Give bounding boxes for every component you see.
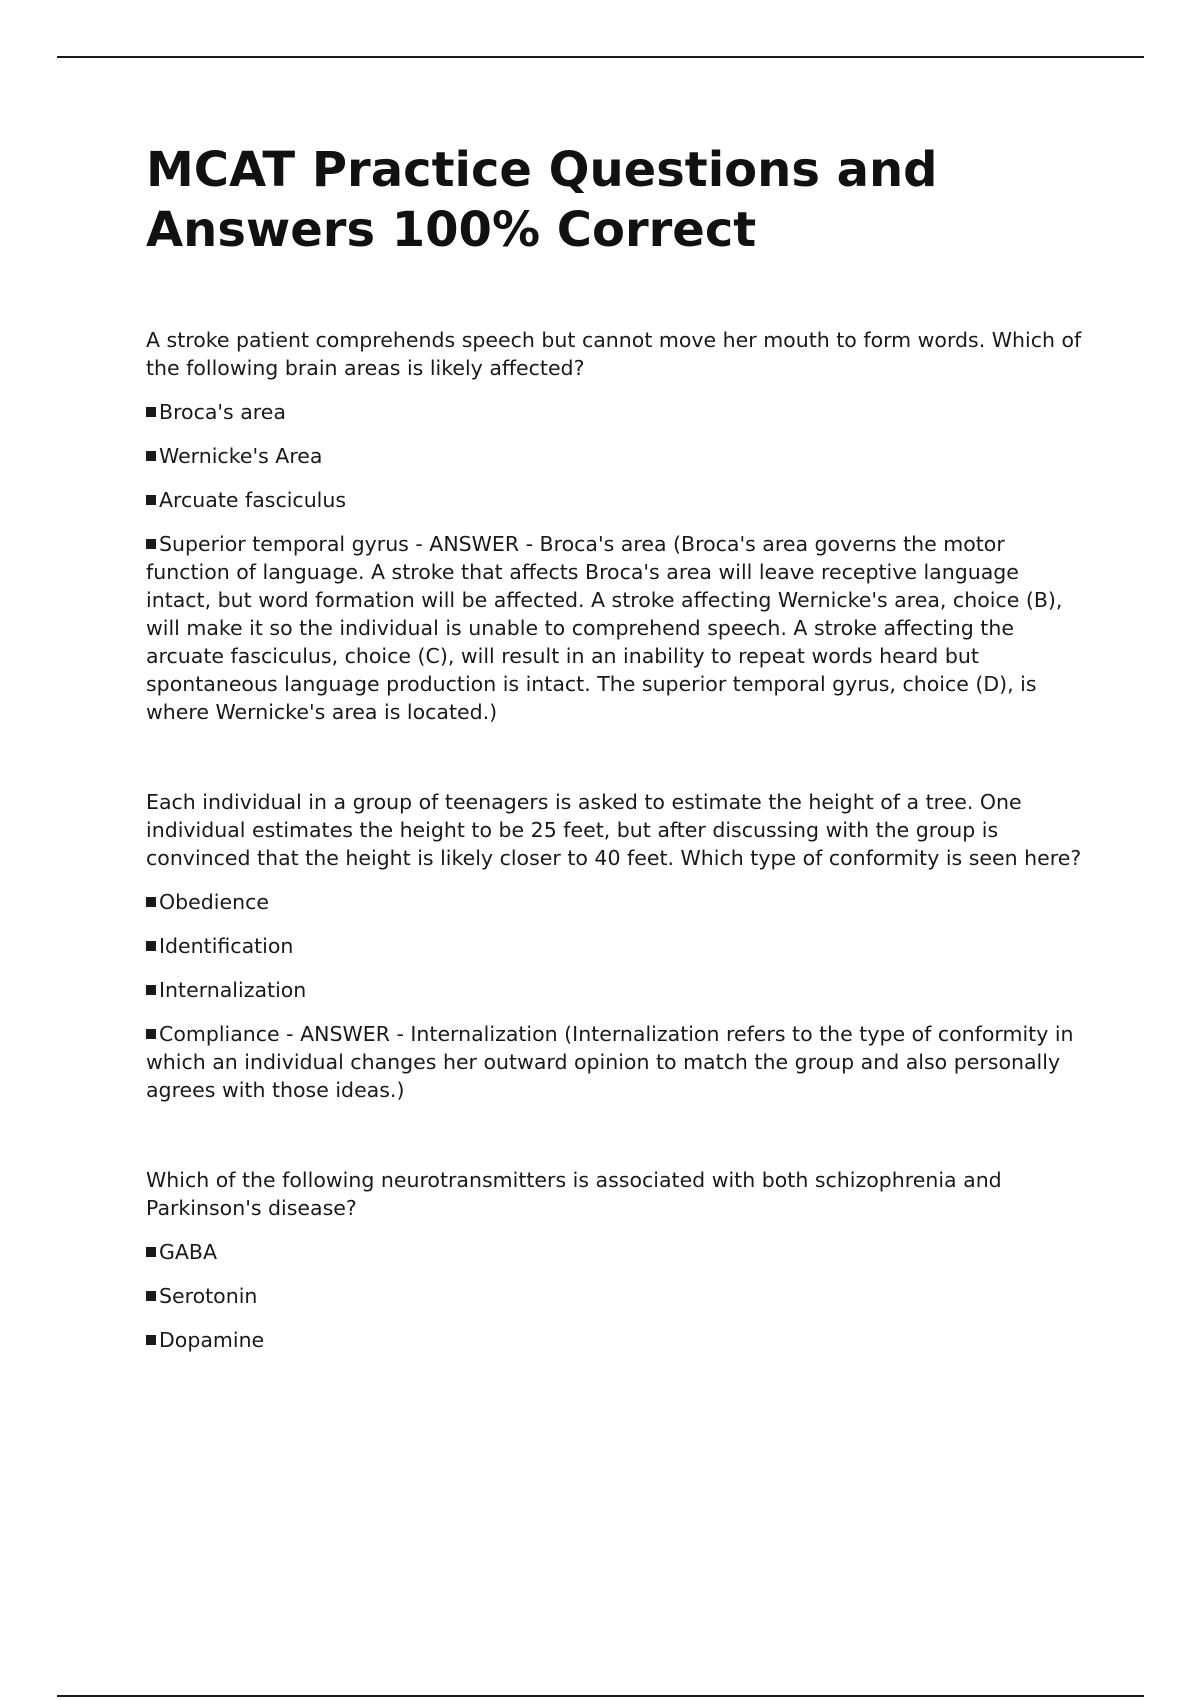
square-bullet-icon (146, 985, 156, 995)
option-text: GABA (159, 1240, 217, 1264)
option-item (146, 1282, 1086, 1310)
option-text: Serotonin (159, 1284, 258, 1308)
option-text: Arcuate fasciculus (159, 488, 347, 512)
bottom-rule (57, 1695, 1144, 1697)
square-bullet-icon (146, 941, 156, 951)
option-item (146, 932, 1086, 960)
option-text: Broca's area (159, 400, 286, 424)
option-item (146, 442, 1086, 470)
question-3 (146, 1166, 1086, 1354)
option-item (146, 398, 1086, 426)
option-text: Obedience (159, 890, 269, 914)
question-1 (146, 326, 1086, 726)
option-item (146, 888, 1086, 916)
document-body (146, 140, 1086, 1416)
question-prompt: A stroke patient comprehends speech but cannot move her mouth to form words. Which of the following brain areas is likely affected? (146, 328, 1082, 380)
option-text: Identification (159, 934, 294, 958)
answer-item (146, 1020, 1086, 1104)
option-item (146, 976, 1086, 1004)
answer-text: Compliance - ANSWER - Internalization (Internalization refers to the type of conformity in which an individual changes her outward opinion to match the group and also personally agrees with those ideas.) (146, 1022, 1074, 1102)
square-bullet-icon (146, 1335, 156, 1345)
option-item (146, 486, 1086, 514)
option-text: Wernicke's Area (159, 444, 323, 468)
square-bullet-icon (146, 451, 156, 461)
option-text: Internalization (159, 978, 307, 1002)
option-item (146, 1326, 1086, 1354)
square-bullet-icon (146, 1291, 156, 1301)
square-bullet-icon (146, 1029, 156, 1039)
top-rule (57, 56, 1144, 58)
question-prompt: Each individual in a group of teenagers is asked to estimate the height of a tree. One individual estimates the height to be 25 feet, but after discussing with the group is convinced that the height is likely closer to 40 feet. Which type of conformity is seen here? (146, 790, 1082, 870)
answer-text: Superior temporal gyrus - ANSWER - Broca's area (Broca's area governs the motor function of language. A stroke that affects Broca's area will leave receptive language intact, but word formation will be affected. A stroke affecting Wernicke's area, choice (B), will make it so the individual is unable to comprehend speech. A stroke affecting the arcuate fasciculus, choice (C), will result in an inability to repeat words heard but spontaneous language production is intact. The superior temporal gyrus, choice (D), is where Wernicke's area is located.) (146, 532, 1063, 724)
square-bullet-icon (146, 897, 156, 907)
square-bullet-icon (146, 495, 156, 505)
answer-item (146, 530, 1086, 726)
option-text: Dopamine (159, 1328, 265, 1352)
square-bullet-icon (146, 1247, 156, 1257)
option-item (146, 1238, 1086, 1266)
square-bullet-icon (146, 539, 156, 549)
question-prompt: Which of the following neurotransmitters is associated with both schizophrenia and Parkinson's disease? (146, 1168, 1002, 1220)
square-bullet-icon (146, 407, 156, 417)
question-2 (146, 788, 1086, 1104)
document-title: MCAT Practice Questions and Answers 100% Correct (146, 142, 938, 258)
